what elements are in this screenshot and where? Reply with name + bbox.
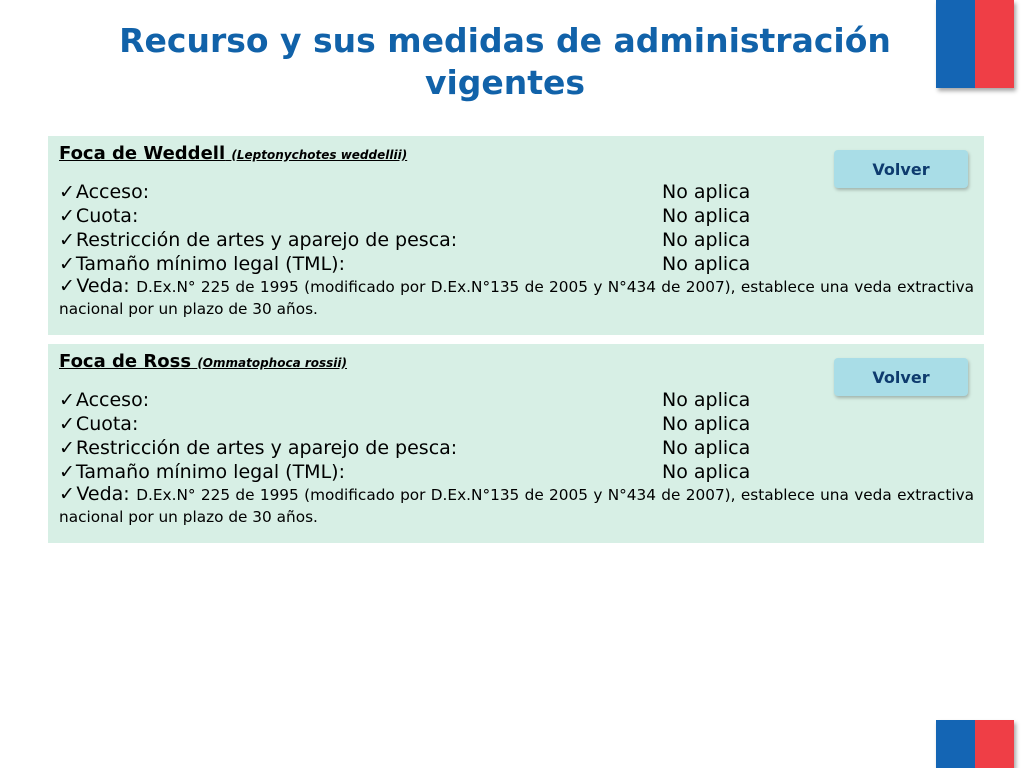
veda-paragraph xyxy=(59,276,974,320)
measure-value: No aplica xyxy=(662,389,751,411)
volver-button[interactable]: Volver xyxy=(834,150,968,188)
checkmark-icon: ✓ xyxy=(59,389,75,411)
measure-label: ✓Tamaño mínimo legal (TML): xyxy=(59,461,345,483)
measure-label: ✓Tamaño mínimo legal (TML): xyxy=(59,253,345,275)
checkmark-icon: ✓ xyxy=(59,483,76,505)
checkmark-icon: ✓ xyxy=(59,205,75,227)
flag-red-stripe xyxy=(975,0,1014,88)
species-panel-ross xyxy=(48,344,984,543)
measure-value: No aplica xyxy=(662,253,751,275)
measure-row-tml xyxy=(59,460,974,484)
measure-row-cuota xyxy=(59,412,974,436)
measure-row-tml xyxy=(59,252,974,276)
veda-paragraph xyxy=(59,484,974,528)
measure-value: No aplica xyxy=(662,437,751,459)
measure-value: No aplica xyxy=(662,205,751,227)
volver-button[interactable]: Volver xyxy=(834,358,968,396)
checkmark-icon: ✓ xyxy=(59,229,75,251)
checkmark-icon: ✓ xyxy=(59,253,75,275)
veda-label: Veda: xyxy=(76,275,130,297)
measures-list xyxy=(59,180,974,276)
flag-blue-stripe xyxy=(936,720,975,768)
scientific-name: (Ommatophoca rossii) xyxy=(197,356,348,370)
measure-label: ✓Acceso: xyxy=(59,181,150,203)
measure-value: No aplica xyxy=(662,413,751,435)
checkmark-icon: ✓ xyxy=(59,413,75,435)
species-panel-weddell xyxy=(48,136,984,335)
measure-label: ✓Restricción de artes y aparejo de pesca: xyxy=(59,229,458,251)
measure-label: ✓Cuota: xyxy=(59,205,139,227)
veda-label: Veda: xyxy=(76,483,130,505)
title-line-2: vigentes xyxy=(424,63,586,102)
species-name: Foca de Weddell xyxy=(59,143,226,164)
checkmark-icon: ✓ xyxy=(59,461,75,483)
chile-flag-bottom xyxy=(936,720,1014,768)
checkmark-icon: ✓ xyxy=(59,181,75,203)
veda-text: D.Ex.N° 225 de 1995 (modificado por D.Ex.N°135 de 2005 y N°434 de 2007), establece una veda extractiva nacional por un plazo de 30 años. xyxy=(59,278,975,318)
measure-value: No aplica xyxy=(662,229,751,251)
checkmark-icon: ✓ xyxy=(59,437,75,459)
title-line-1: Recurso y sus medidas de administración xyxy=(119,21,891,60)
measure-label: ✓Restricción de artes y aparejo de pesca: xyxy=(59,437,458,459)
checkmark-icon: ✓ xyxy=(59,275,76,297)
scientific-name: (Leptonychotes weddellii) xyxy=(231,148,408,162)
measure-row-restriccion xyxy=(59,228,974,252)
species-name: Foca de Ross xyxy=(59,351,192,372)
measure-value: No aplica xyxy=(662,461,751,483)
measure-label: ✓Acceso: xyxy=(59,389,150,411)
measure-label: ✓Cuota: xyxy=(59,413,139,435)
slide-title xyxy=(60,20,950,104)
measures-list xyxy=(59,388,974,484)
veda-text: D.Ex.N° 225 de 1995 (modificado por D.Ex.N°135 de 2005 y N°434 de 2007), establece una veda extractiva nacional por un plazo de 30 años. xyxy=(59,486,975,526)
measure-value: No aplica xyxy=(662,181,751,203)
measure-row-restriccion xyxy=(59,436,974,460)
measure-row-cuota xyxy=(59,204,974,228)
flag-red-stripe xyxy=(975,720,1014,768)
